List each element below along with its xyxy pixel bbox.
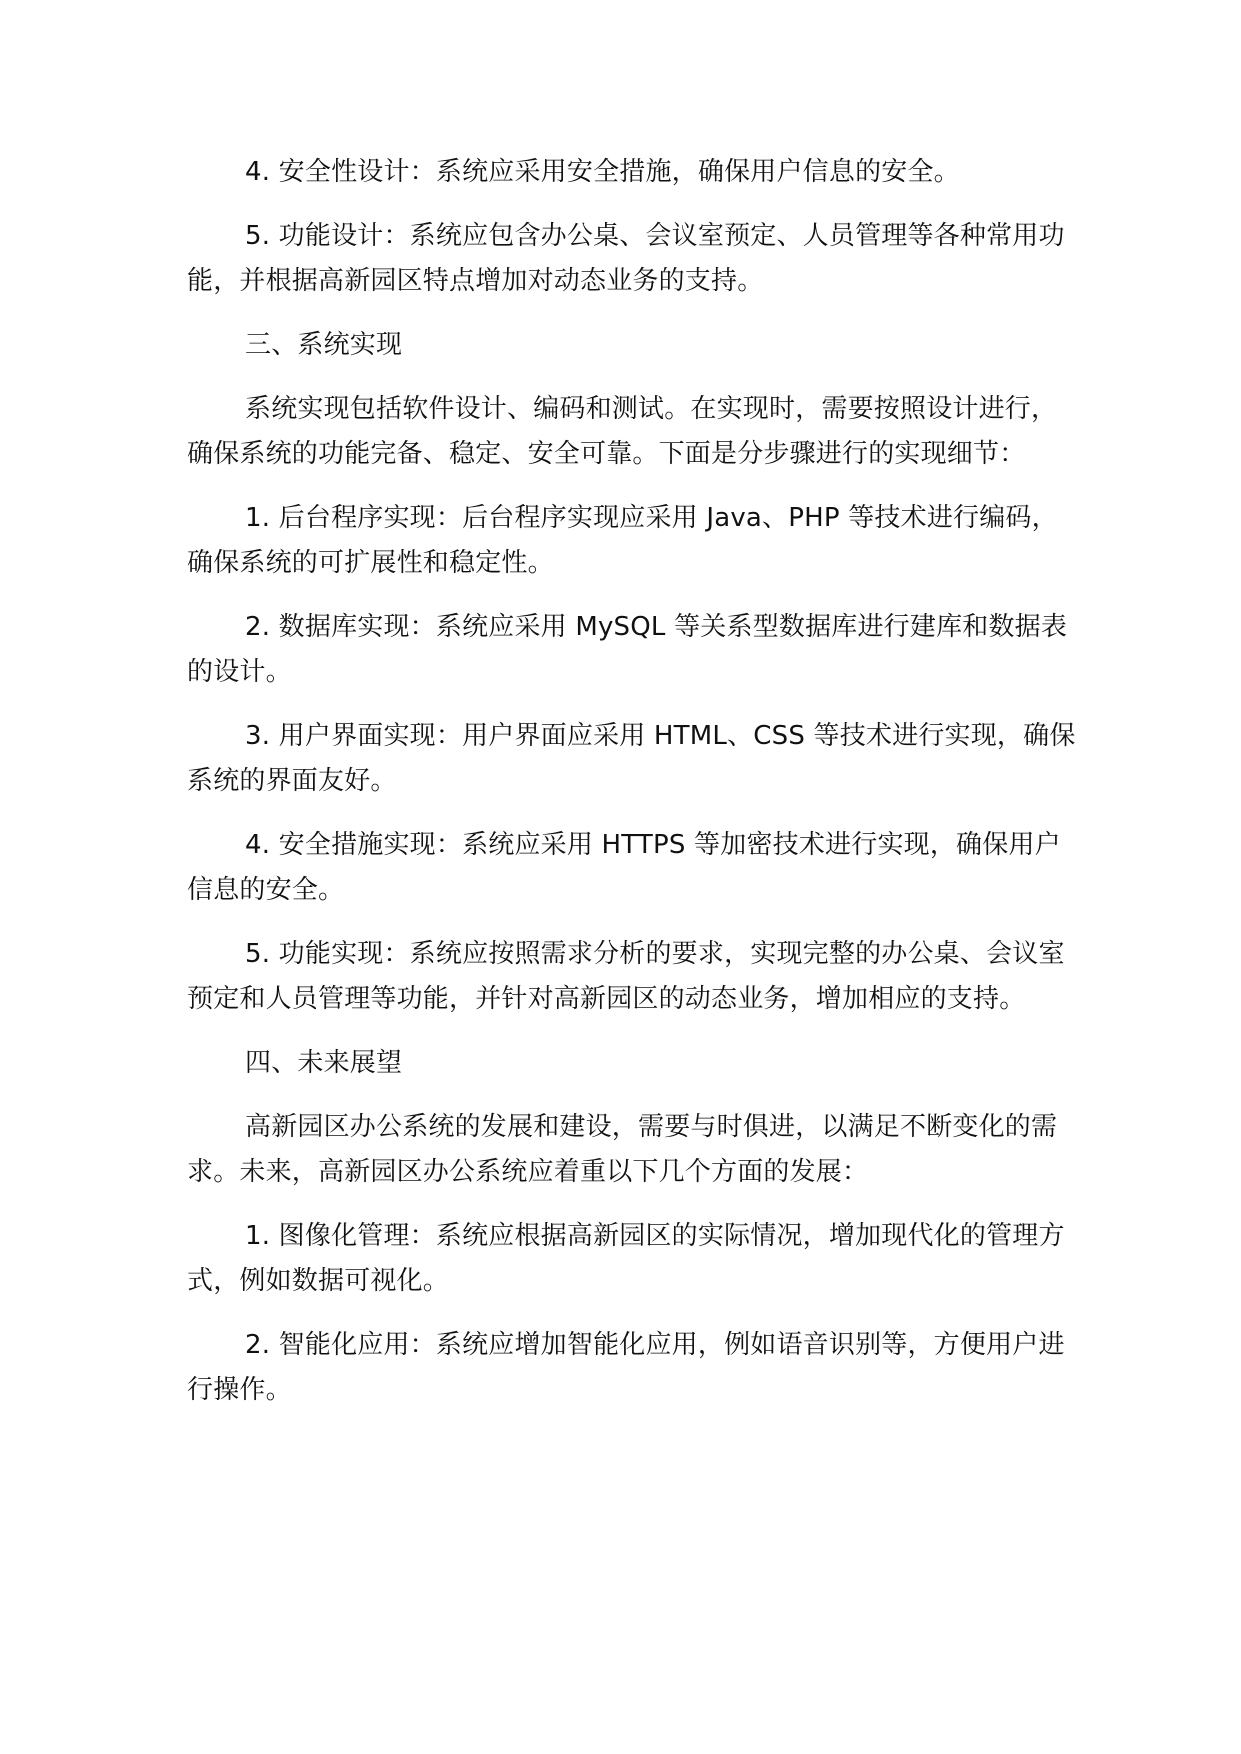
paragraph-future-intro: 高新园区办公系统的发展和建设，需要与时俱进，以满足不断变化的需求。未来，高新园区办公系统应着重以下几个方面的发展： xyxy=(187,1112,1058,1187)
paragraph-database-implementation: 2. 数据库实现：系统应采用 MySQL 等关系型数据库进行建库和数据表的设计。 xyxy=(187,612,1068,687)
document-body xyxy=(187,150,1077,1432)
paragraph-security-implementation: 4. 安全措施实现：系统应采用 HTTPS 等加密技术进行实现，确保用户信息的安全。 xyxy=(187,830,1061,905)
paragraph-visual-management: 1. 图像化管理：系统应根据高新园区的实际情况，增加现代化的管理方式，例如数据可视化。 xyxy=(187,1221,1065,1296)
section-heading-implementation: 三、系统实现 xyxy=(245,330,403,360)
paragraph-function-implementation: 5. 功能实现：系统应按照需求分析的要求，实现完整的办公桌、会议室预定和人员管理等功能，并针对高新园区的动态业务，增加相应的支持。 xyxy=(187,939,1065,1014)
paragraph-function-design: 5. 功能设计：系统应包含办公桌、会议室预定、人员管理等各种常用功能，并根据高新园区特点增加对动态业务的支持。 xyxy=(187,221,1065,296)
paragraph-backend-implementation: 1. 后台程序实现：后台程序实现应采用 Java、PHP 等技术进行编码，确保系统的可扩展性和稳定性。 xyxy=(187,503,1058,578)
paragraph-intelligent-application: 2. 智能化应用：系统应增加智能化应用，例如语音识别等，方便用户进行操作。 xyxy=(187,1330,1065,1405)
paragraph-ui-implementation: 3. 用户界面实现：用户界面应采用 HTML、CSS 等技术进行实现，确保系统的界面友好。 xyxy=(187,721,1076,796)
paragraph-security-design: 4. 安全性设计：系统应采用安全措施，确保用户信息的安全。 xyxy=(245,157,960,187)
section-heading-future-outlook: 四、未来展望 xyxy=(245,1048,403,1078)
paragraph-implementation-intro: 系统实现包括软件设计、编码和测试。在实现时，需要按照设计进行，确保系统的功能完备、稳定、安全可靠。下面是分步骤进行的实现细节： xyxy=(187,394,1058,469)
